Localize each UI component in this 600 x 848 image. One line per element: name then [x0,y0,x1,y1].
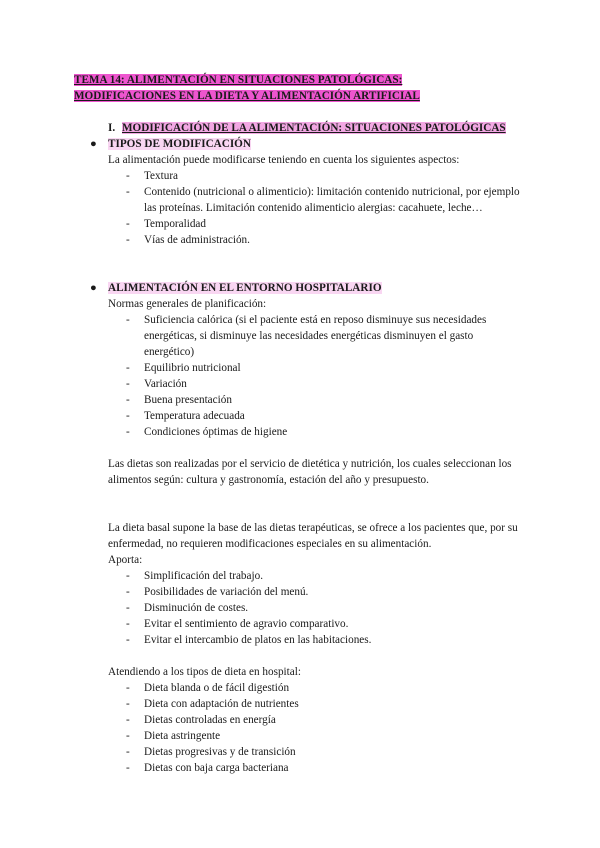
list-item: - Dieta blanda o de fácil digestión [126,682,290,694]
list-item: - Evitar el intercambio de platos en las habitaciones. [126,634,372,646]
hospital-norms-list [126,312,526,440]
list-item: - Contenido (nutricional o alimenticio): limitación contenido nutricional, por ejemplo las proteínas. Limitación contenido alimenticio alergias: cacahuete, leche… [126,186,520,214]
list-item: - Posibilidades de variación del menú. [126,586,309,598]
subsection-heading-hospital [90,280,382,296]
document-title [74,72,544,104]
subsection-heading-text: TIPOS DE MODIFICACIÓN [108,138,251,150]
title-line-2: MODIFICACIONES EN LA DIETA Y ALIMENTACIÓN ARTIFICIAL [74,90,420,102]
hospital-intro: Normas generales de planificación: [108,298,267,310]
list-item: - Dietas con baja carga bacteriana [126,762,289,774]
list-item: - Vías de administración. [126,234,250,246]
list-item: - Temperatura adecuada [126,410,245,422]
list-item: - Temporalidad [126,218,206,230]
list-item: - Evitar el sentimiento de agravio comparativo. [126,618,349,630]
section-heading [108,120,528,136]
title-line-1: TEMA 14: ALIMENTACIÓN EN SITUACIONES PATOLÓGICAS: [74,74,403,86]
subsection-heading-text: ALIMENTACIÓN EN EL ENTORNO HOSPITALARIO [108,282,382,294]
hospital-paragraph-1: Las dietas son realizadas por el servicio de dietética y nutrición, los cuales seleccionan los alimentos según: cultura y gastronomía, estación del año y presupuesto. [108,458,512,486]
list-item: - Dietas controladas en energía [126,714,276,726]
aporta-list [126,568,526,648]
section-heading-text: MODIFICACIÓN DE LA ALIMENTACIÓN: SITUACIONES PATOLÓGICAS [122,122,506,134]
section-number: I. [108,122,116,134]
list-item: - Variación [126,378,187,390]
hospital-paragraph-2: La dieta basal supone la base de las dietas terapéuticas, se ofrece a los pacientes que, por su enfermedad, no requieren modificaciones especiales en su alimentación. [108,522,518,550]
bullet-icon: ● [90,138,97,150]
subsection-heading-tipos [90,136,251,152]
list-item: - Condiciones óptimas de higiene [126,426,288,438]
list-item: - Dieta con adaptación de nutrientes [126,698,299,710]
list-item: - Equilibrio nutricional [126,362,241,374]
list-item: - Textura [126,170,179,182]
diet-types-label: Atendiendo a los tipos de dieta en hospital: [108,666,301,678]
tipos-list [126,168,526,248]
diet-types-list [126,680,526,776]
bullet-icon: ● [90,282,97,294]
list-item: - Dietas progresivas y de transición [126,746,296,758]
aporta-label: Aporta: [108,554,143,566]
list-item: - Disminución de costes. [126,602,249,614]
list-item: - Suficiencia calórica (si el paciente está en reposo disminuye sus necesidades energéticas, si disminuye las necesidades energéticas disminuyen el gasto energético) [126,314,487,358]
tipos-intro: La alimentación puede modificarse teniendo en cuenta los siguientes aspectos: [108,154,460,166]
list-item: - Simplificación del trabajo. [126,570,263,582]
list-item: - Buena presentación [126,394,232,406]
list-item: - Dieta astringente [126,730,221,742]
